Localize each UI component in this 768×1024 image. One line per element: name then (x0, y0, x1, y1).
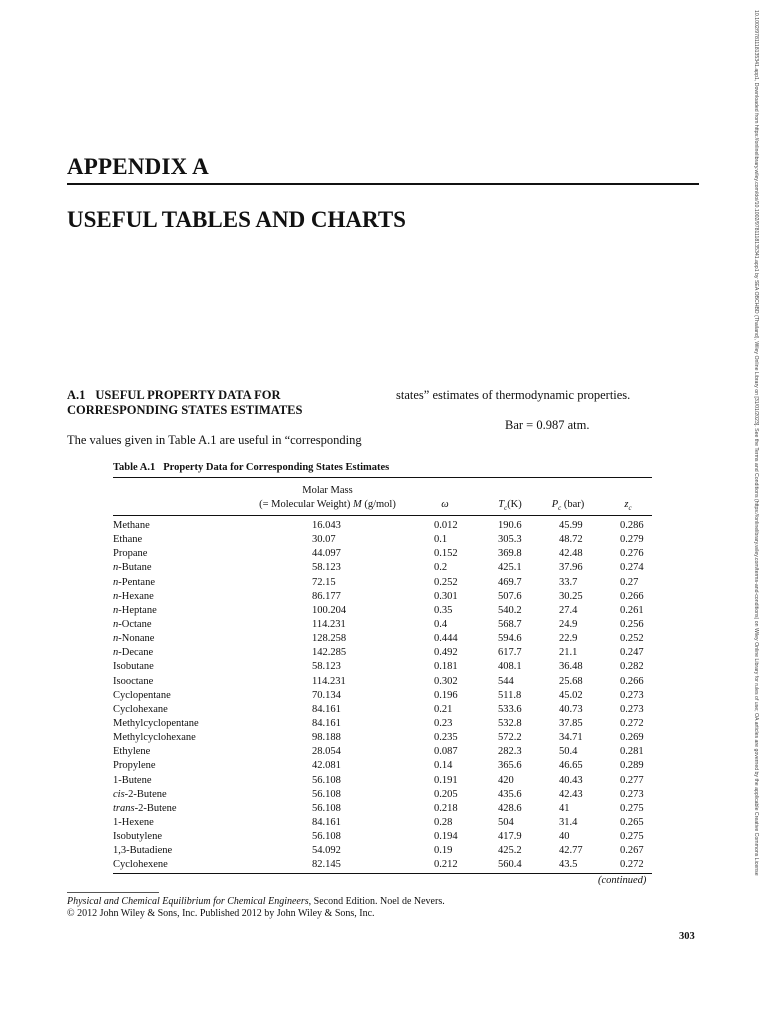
molar-mass-cell: 70.134 (312, 689, 341, 701)
acentric-factor-cell: 0.21 (434, 703, 453, 715)
critical-pressure-cell: 40 (559, 831, 570, 843)
table-row (113, 519, 652, 533)
table-body (113, 519, 652, 873)
compound-name-cell: n-Butane (113, 562, 152, 574)
critical-temperature-cell: 507.6 (498, 590, 522, 602)
critical-compressibility-cell: 0.247 (620, 647, 644, 659)
compound-name-cell: n-Hexane (113, 590, 154, 602)
molar-mass-cell: 56.108 (312, 831, 341, 843)
critical-compressibility-cell: 0.275 (620, 831, 644, 843)
critical-compressibility-cell: 0.267 (620, 845, 644, 857)
header-molecular-weight: (= Molecular Weight) M (g/mol) (259, 499, 396, 510)
section-title-line1: USEFUL PROPERTY DATA FOR (95, 388, 281, 402)
critical-compressibility-cell: 0.273 (620, 788, 644, 800)
acentric-factor-cell: 0.2 (434, 562, 448, 574)
acentric-factor-cell: 0.4 (434, 618, 448, 630)
critical-temperature-cell: 282.3 (498, 746, 522, 758)
table-row (113, 547, 652, 561)
critical-pressure-cell: 22.9 (559, 633, 578, 645)
critical-temperature-cell: 594.6 (498, 633, 522, 645)
chapter-title: USEFUL TABLES AND CHARTS (67, 207, 406, 232)
critical-temperature-cell: 540.2 (498, 604, 522, 616)
critical-temperature-cell: 435.6 (498, 788, 522, 800)
table-row (113, 646, 652, 660)
table-row (113, 844, 652, 858)
critical-compressibility-cell: 0.256 (620, 618, 644, 630)
compound-name-cell: Methylcyclohexane (113, 732, 196, 744)
critical-compressibility-cell: 0.274 (620, 562, 644, 574)
critical-pressure-cell: 40.43 (559, 774, 583, 786)
table-row (113, 745, 652, 759)
table-caption (113, 462, 389, 473)
critical-compressibility-cell: 0.286 (620, 520, 644, 531)
molar-mass-cell: 128.258 (312, 633, 347, 645)
critical-pressure-cell: 21.1 (559, 647, 578, 659)
molar-mass-cell: 114.231 (312, 618, 346, 630)
table-row (113, 802, 652, 816)
table-row (113, 533, 652, 547)
acentric-factor-cell: 0.196 (434, 689, 458, 701)
critical-compressibility-cell: 0.282 (620, 661, 644, 673)
molar-mass-cell: 98.188 (312, 732, 341, 744)
compound-name-cell: n-Heptane (113, 604, 157, 616)
table-row (113, 759, 652, 773)
critical-pressure-cell: 46.65 (559, 760, 583, 772)
molar-mass-cell: 72.15 (312, 576, 336, 588)
critical-pressure-cell: 24.9 (559, 618, 578, 630)
compound-name-cell: n-Pentane (113, 576, 155, 588)
critical-temperature-cell: 369.8 (498, 548, 522, 560)
compound-name-cell: Ethane (113, 534, 143, 546)
critical-temperature-cell: 408.1 (498, 661, 522, 673)
acentric-factor-cell: 0.492 (434, 647, 458, 659)
critical-temperature-cell: 532.8 (498, 717, 522, 729)
table-row (113, 660, 652, 674)
compound-name-cell: Isobutane (113, 661, 154, 673)
compound-name-cell: Isobutylene (113, 831, 162, 843)
acentric-factor-cell: 0.235 (434, 732, 458, 744)
molar-mass-cell: 84.161 (312, 816, 341, 828)
compound-name-cell: Methane (113, 520, 150, 531)
critical-compressibility-cell: 0.277 (620, 774, 644, 786)
acentric-factor-cell: 0.181 (434, 661, 458, 673)
critical-temperature-cell: 425.1 (498, 562, 522, 574)
critical-pressure-cell: 42.48 (559, 548, 583, 560)
critical-compressibility-cell: 0.272 (620, 717, 644, 729)
critical-temperature-cell: 469.7 (498, 576, 522, 588)
compound-name-cell: n-Nonane (113, 633, 155, 645)
acentric-factor-cell: 0.444 (434, 633, 458, 645)
critical-pressure-cell: 45.02 (559, 689, 583, 701)
critical-compressibility-cell: 0.281 (620, 746, 644, 758)
acentric-factor-cell: 0.218 (434, 802, 458, 814)
section-heading (67, 388, 302, 418)
acentric-factor-cell: 0.302 (434, 675, 458, 687)
critical-compressibility-cell: 0.275 (620, 802, 644, 814)
critical-pressure-cell: 33.7 (559, 576, 578, 588)
compound-name-cell: Isooctane (113, 675, 154, 687)
compound-name-cell: cis-2-Butene (113, 788, 167, 800)
molar-mass-cell: 142.285 (312, 647, 347, 659)
molar-mass-cell: 114.231 (312, 675, 346, 687)
compound-name-cell: Cyclopentane (113, 689, 171, 701)
critical-pressure-cell: 41 (559, 802, 570, 814)
critical-pressure-cell: 45.99 (559, 520, 583, 531)
acentric-factor-cell: 0.191 (434, 774, 458, 786)
molar-mass-cell: 56.108 (312, 802, 341, 814)
table-bottom-rule (113, 873, 652, 874)
acentric-factor-cell: 0.23 (434, 717, 453, 729)
compound-name-cell: 1-Butene (113, 774, 152, 786)
footnote-citation: Physical and Chemical Equilibrium for Chemical Engineers, Second Edition. Noel de Nevers. (67, 896, 445, 907)
section-title-line2: CORRESPONDING STATES ESTIMATES (67, 403, 303, 417)
compound-name-cell: Cyclohexene (113, 859, 168, 871)
acentric-factor-cell: 0.087 (434, 746, 458, 758)
critical-compressibility-cell: 0.289 (620, 760, 644, 772)
molar-mass-cell: 30.07 (312, 534, 336, 546)
left-column-text: The values given in Table A.1 are useful in “corresponding (67, 433, 362, 447)
critical-pressure-cell: 25.68 (559, 675, 583, 687)
critical-compressibility-cell: 0.273 (620, 703, 644, 715)
critical-temperature-cell: 425.2 (498, 845, 522, 857)
critical-pressure-cell: 37.96 (559, 562, 583, 574)
critical-temperature-cell: 560.4 (498, 859, 522, 871)
compound-name-cell: Propane (113, 548, 148, 560)
table-header-rule (113, 515, 652, 516)
molar-mass-cell: 16.043 (312, 520, 341, 531)
compound-name-cell: 1-Hexene (113, 816, 154, 828)
compound-name-cell: Methylcyclopentane (113, 717, 199, 729)
acentric-factor-cell: 0.205 (434, 788, 458, 800)
critical-temperature-cell: 617.7 (498, 647, 522, 659)
critical-pressure-cell: 42.43 (559, 788, 583, 800)
table-row (113, 731, 652, 745)
table-row (113, 632, 652, 646)
header-omega: ω (441, 499, 449, 510)
compound-name-cell: 1,3-Butadiene (113, 845, 173, 857)
critical-temperature-cell: 417.9 (498, 831, 522, 843)
table-row (113, 675, 652, 689)
acentric-factor-cell: 0.19 (434, 845, 453, 857)
critical-pressure-cell: 50.4 (559, 746, 578, 758)
critical-pressure-cell: 40.73 (559, 703, 583, 715)
acentric-factor-cell: 0.1 (434, 534, 448, 546)
table-top-rule (113, 477, 652, 478)
section-number: A.1 (67, 388, 86, 402)
molar-mass-cell: 56.108 (312, 788, 341, 800)
appendix-label: APPENDIX A (67, 154, 209, 179)
table-caption-text: Property Data for Corresponding States Estimates (163, 462, 390, 473)
compound-name-cell: trans-2-Butene (113, 802, 177, 814)
molar-mass-cell: 58.123 (312, 562, 341, 574)
compound-name-cell: Ethylene (113, 746, 151, 758)
table-label: Table A.1 (113, 462, 156, 473)
critical-temperature-cell: 533.6 (498, 703, 522, 715)
acentric-factor-cell: 0.012 (434, 520, 458, 531)
acentric-factor-cell: 0.35 (434, 604, 453, 616)
critical-compressibility-cell: 0.261 (620, 604, 644, 616)
critical-temperature-cell: 365.6 (498, 760, 522, 772)
critical-pressure-cell: 30.25 (559, 590, 583, 602)
critical-compressibility-cell: 0.265 (620, 816, 644, 828)
download-side-note: 10.1002/9781118135341.app1, Downloaded from https://onlinelibrary.wiley.com/doi/10.1002/9781118135341.app1 by SEA OBCHBD (Thailand), Wiley Online Library on [31/01/2023]. See the Terms and Conditions (https://onlinelibrary.wiley.com/terms-and-conditions) on Wiley Online Library for rules of use; OA articles are governed by the applicable Creative Commons License (753, 10, 759, 876)
header-rule (67, 183, 699, 185)
footnote-copyright: © 2012 John Wiley & Sons, Inc. Published 2012 by John Wiley & Sons, Inc. (67, 908, 375, 919)
critical-compressibility-cell: 0.279 (620, 534, 644, 546)
table-row (113, 703, 652, 717)
critical-compressibility-cell: 0.266 (620, 675, 644, 687)
critical-temperature-cell: 420 (498, 774, 514, 786)
compound-name-cell: Cyclohexane (113, 703, 168, 715)
molar-mass-cell: 54.092 (312, 845, 341, 857)
table-row (113, 576, 652, 590)
critical-temperature-cell: 428.6 (498, 802, 522, 814)
critical-compressibility-cell: 0.269 (620, 732, 644, 744)
acentric-factor-cell: 0.212 (434, 859, 458, 871)
compound-name-cell: n-Decane (113, 647, 154, 659)
critical-compressibility-cell: 0.273 (620, 689, 644, 701)
critical-temperature-cell: 305.3 (498, 534, 522, 546)
table-row (113, 830, 652, 844)
acentric-factor-cell: 0.28 (434, 816, 453, 828)
molar-mass-cell: 44.097 (312, 548, 341, 560)
table-row (113, 774, 652, 788)
critical-pressure-cell: 36.48 (559, 661, 583, 673)
molar-mass-cell: 42.081 (312, 760, 341, 772)
critical-compressibility-cell: 0.276 (620, 548, 644, 560)
acentric-factor-cell: 0.301 (434, 590, 458, 602)
critical-temperature-cell: 544 (498, 675, 514, 687)
table-row (113, 604, 652, 618)
table-row (113, 689, 652, 703)
critical-pressure-cell: 42.77 (559, 845, 583, 857)
critical-temperature-cell: 504 (498, 816, 514, 828)
compound-name-cell: n-Octane (113, 618, 152, 630)
header-molar-mass: Molar Mass (302, 485, 353, 496)
header-compressibility: $z_c$ (624, 499, 632, 513)
molar-mass-cell: 58.123 (312, 661, 341, 673)
critical-pressure-cell: 37.85 (559, 717, 583, 729)
acentric-factor-cell: 0.194 (434, 831, 458, 843)
critical-pressure-cell: 48.72 (559, 534, 583, 546)
critical-compressibility-cell: 0.266 (620, 590, 644, 602)
table-row (113, 561, 652, 575)
critical-pressure-cell: 43.5 (559, 859, 578, 871)
table-row (113, 788, 652, 802)
acentric-factor-cell: 0.252 (434, 576, 458, 588)
critical-pressure-cell: 31.4 (559, 816, 578, 828)
table-row (113, 816, 652, 830)
compound-name-cell: Propylene (113, 760, 156, 772)
critical-temperature-cell: 572.2 (498, 732, 522, 744)
critical-compressibility-cell: 0.272 (620, 859, 644, 871)
header-critical-pressure: $P_c$ (bar) (551, 499, 585, 513)
molar-mass-cell: 86.177 (312, 590, 341, 602)
critical-compressibility-cell: 0.27 (620, 576, 639, 588)
molar-mass-cell: 28.054 (312, 746, 341, 758)
molar-mass-cell: 84.161 (312, 717, 341, 729)
footnote-rule (67, 892, 159, 893)
molar-mass-cell: 56.108 (312, 774, 341, 786)
table-row (113, 717, 652, 731)
critical-pressure-cell: 34.71 (559, 732, 583, 744)
critical-pressure-cell: 27.4 (559, 604, 578, 616)
molar-mass-cell: 100.204 (312, 604, 347, 616)
molar-mass-cell: 82.145 (312, 859, 341, 871)
critical-temperature-cell: 190.6 (498, 520, 522, 531)
header-critical-temperature: $T_c(K)$ (498, 499, 522, 513)
acentric-factor-cell: 0.14 (434, 760, 453, 772)
critical-temperature-cell: 568.7 (498, 618, 522, 630)
table-row (113, 858, 652, 872)
continued-note: (continued) (598, 875, 647, 886)
acentric-factor-cell: 0.152 (434, 548, 458, 560)
critical-compressibility-cell: 0.252 (620, 633, 644, 645)
bar-conversion-note: Bar = 0.987 atm. (505, 418, 590, 432)
critical-temperature-cell: 511.8 (498, 689, 522, 701)
table-row (113, 590, 652, 604)
molar-mass-cell: 84.161 (312, 703, 341, 715)
right-column-text: states” estimates of thermodynamic properties. (396, 388, 631, 402)
page-number: 303 (679, 931, 695, 942)
table-row (113, 618, 652, 632)
